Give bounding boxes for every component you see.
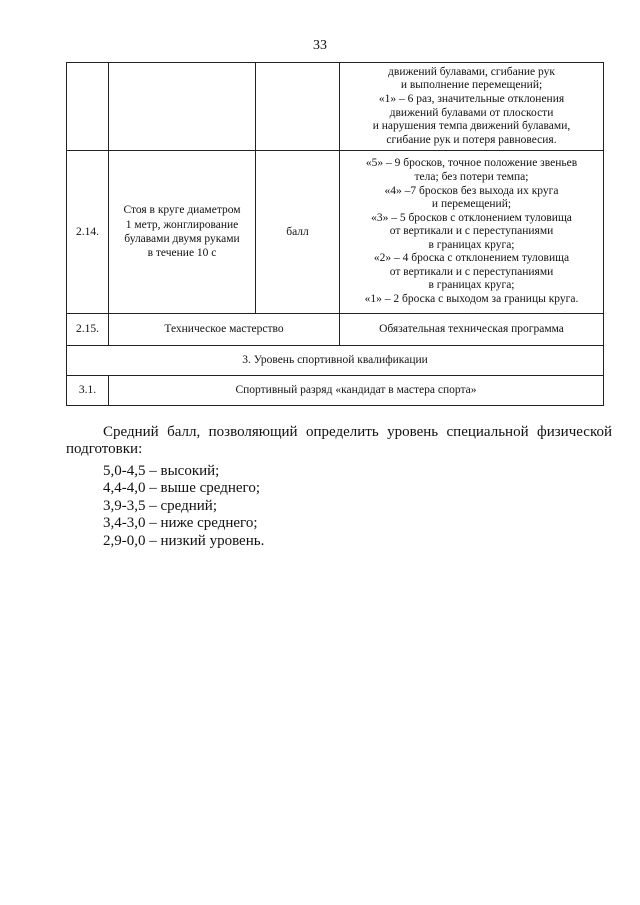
cell-num: 2.15. <box>67 314 109 346</box>
exercise-line: Стоя в круге диаметром <box>123 204 241 217</box>
table-section-row <box>67 346 604 376</box>
level-item: 3,9-3,5 – средний; <box>103 497 217 514</box>
table-row-2-15 <box>67 314 604 346</box>
cell-unit: балл <box>256 151 340 314</box>
criteria-line: в границах круга; <box>428 279 515 292</box>
level-item: 5,0-4,5 – высокий; <box>103 463 220 479</box>
level-list <box>103 463 264 550</box>
exercise-line: булавами двумя руками <box>124 233 240 245</box>
cell-unit-empty <box>256 63 340 151</box>
cell-rank: Спортивный разряд «кандидат в мастера спорта» <box>109 376 604 406</box>
cell-exercise: Техническое мастерство <box>109 314 340 346</box>
cell-criteria: Обязательная техническая программа <box>340 314 604 346</box>
criteria-line: и нарушения темпа движений булавами, <box>372 120 571 133</box>
norms-table <box>66 62 604 406</box>
cell-num: 3.1. <box>67 376 109 406</box>
exercise-line: в течение 10 с <box>147 247 217 260</box>
level-item: 2,9-0,0 – низкий уровень. <box>103 532 265 549</box>
criteria-line: движений булавами, сгибание рук <box>388 65 555 78</box>
section-title: 3. Уровень спортивной квалификации <box>67 346 604 376</box>
level-item: 3,4-3,0 – ниже среднего; <box>103 515 258 532</box>
cell-criteria <box>340 151 604 314</box>
criteria-line: и перемещений; <box>431 198 512 211</box>
criteria-line: «5» – 9 бросков, точное положение звеньев <box>365 157 578 170</box>
criteria-line: «2» – 4 броска с отклонением туловища <box>373 252 570 265</box>
criteria-line: от вертикали и с переступаниями <box>389 265 554 278</box>
cell-exercise-empty <box>109 63 256 151</box>
table-row-continuation <box>67 63 604 151</box>
page-number: 33 <box>313 38 327 53</box>
criteria-line: и выполнение перемещений; <box>400 79 543 92</box>
criteria-line: «4» –7 бросков без выхода их круга <box>384 184 559 197</box>
cell-criteria-continuation <box>340 63 604 151</box>
table-row-2-14 <box>67 151 604 314</box>
criteria-line: «1» – 6 раз, значительные отклонения <box>378 92 565 105</box>
cell-exercise <box>109 151 256 314</box>
criteria-line: «1» – 2 броска с выходом за границы круга. <box>364 293 579 306</box>
criteria-line: от вертикали и с переступаниями <box>389 225 554 238</box>
criteria-line: в границах круга; <box>428 238 515 251</box>
criteria-line: тела; без потери темпа; <box>414 170 529 183</box>
level-item: 4,4-4,0 – выше среднего; <box>103 480 260 497</box>
cell-num: 2.14. <box>67 151 109 314</box>
criteria-line: движений булавами от плоскости <box>389 106 554 119</box>
criteria-line: сгибание рук и потеря равновесия. <box>386 133 557 146</box>
exercise-line: 1 метр, жонглирование <box>125 218 239 231</box>
table-row-3-1 <box>67 376 604 406</box>
criteria-line: «3» – 5 бросков с отклонением туловища <box>371 211 572 224</box>
score-paragraph: Средний балл, позволяющий определить уровень специальной физической подготовки: <box>66 424 612 457</box>
cell-num-empty <box>67 63 109 151</box>
